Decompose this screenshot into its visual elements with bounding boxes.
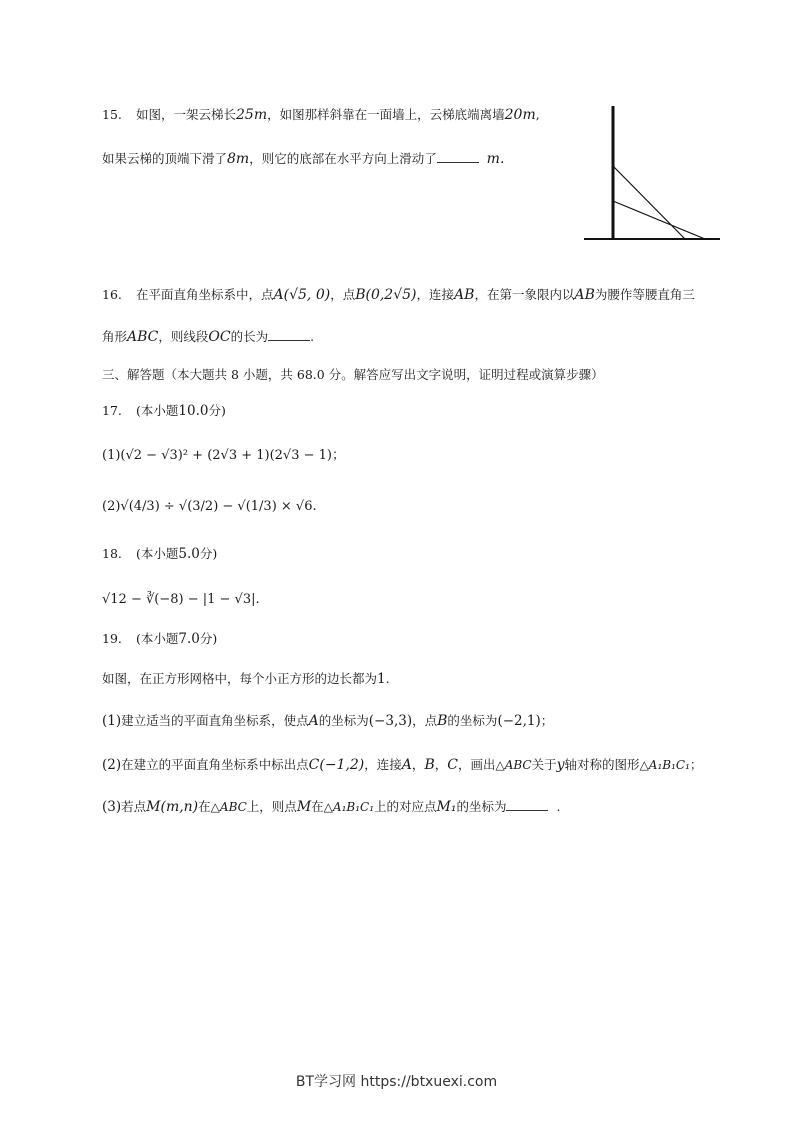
answer-blank — [506, 798, 548, 811]
footer-watermark: BT学习网 https://btxuexi.com — [295, 1074, 498, 1090]
q19-part2: (2)在建立的平面直角坐标系中标出点C(−1,2)，连接A，B，C，画出△ABC关于y轴对称的图形△A₁B₁C₁； — [102, 757, 703, 773]
q19-intro: 如图，在正方形网格中，每个小正方形的边长都为1. — [102, 671, 390, 687]
answer-blank — [268, 328, 310, 341]
section-heading: 三、解答题（本大题共 8 小题，共 68.0 分。解答应写出文字说明，证明过程或演算步骤） — [102, 367, 604, 382]
q15-line1: 15. 如图，一架云梯长25m，如图那样斜靠在一面墙上，云梯底端离墙20m, — [102, 107, 540, 123]
ladder-before — [613, 166, 685, 239]
q18-expression: √12 − ∛(−8) − |1 − √3|. — [102, 592, 260, 607]
q17-head: 17. (本小题10.0分) — [102, 403, 226, 419]
q15-line2: 如果云梯的顶端下滑了8m，则它的底部在水平方向上滑动了 m. — [102, 151, 505, 167]
q17-part1: (1)(√2 − √3)² + (2√3 + 1)(2√3 − 1)； — [102, 448, 345, 463]
q16-line1: 16. 在平面直角坐标系中，点A(√5, 0)，点B(0,2√5)，连接AB，在第一象限内以AB为腰作等腰直角三 — [102, 287, 695, 303]
answer-blank — [437, 150, 479, 163]
q19-part1: (1)建立适当的平面直角坐标系，使点A的坐标为(−3,3)，点B的坐标为(−2,1)； — [102, 713, 554, 729]
q18-head: 18. (本小题5.0分) — [102, 546, 218, 562]
q19-part3: (3)若点M(m,n)在△ABC上，则点M在△A₁B₁C₁上的对应点M₁的坐标为 . — [102, 799, 561, 815]
ladder-figure — [580, 100, 720, 245]
q17-part2: (2)√(4/3) ÷ √(3/2) − √(1/3) × √6. — [102, 499, 317, 514]
q19-head: 19. (本小题7.0分) — [102, 631, 218, 647]
ladder-after — [613, 201, 705, 239]
q16-line2: 角形ABC，则线段OC的长为 . — [102, 329, 315, 345]
